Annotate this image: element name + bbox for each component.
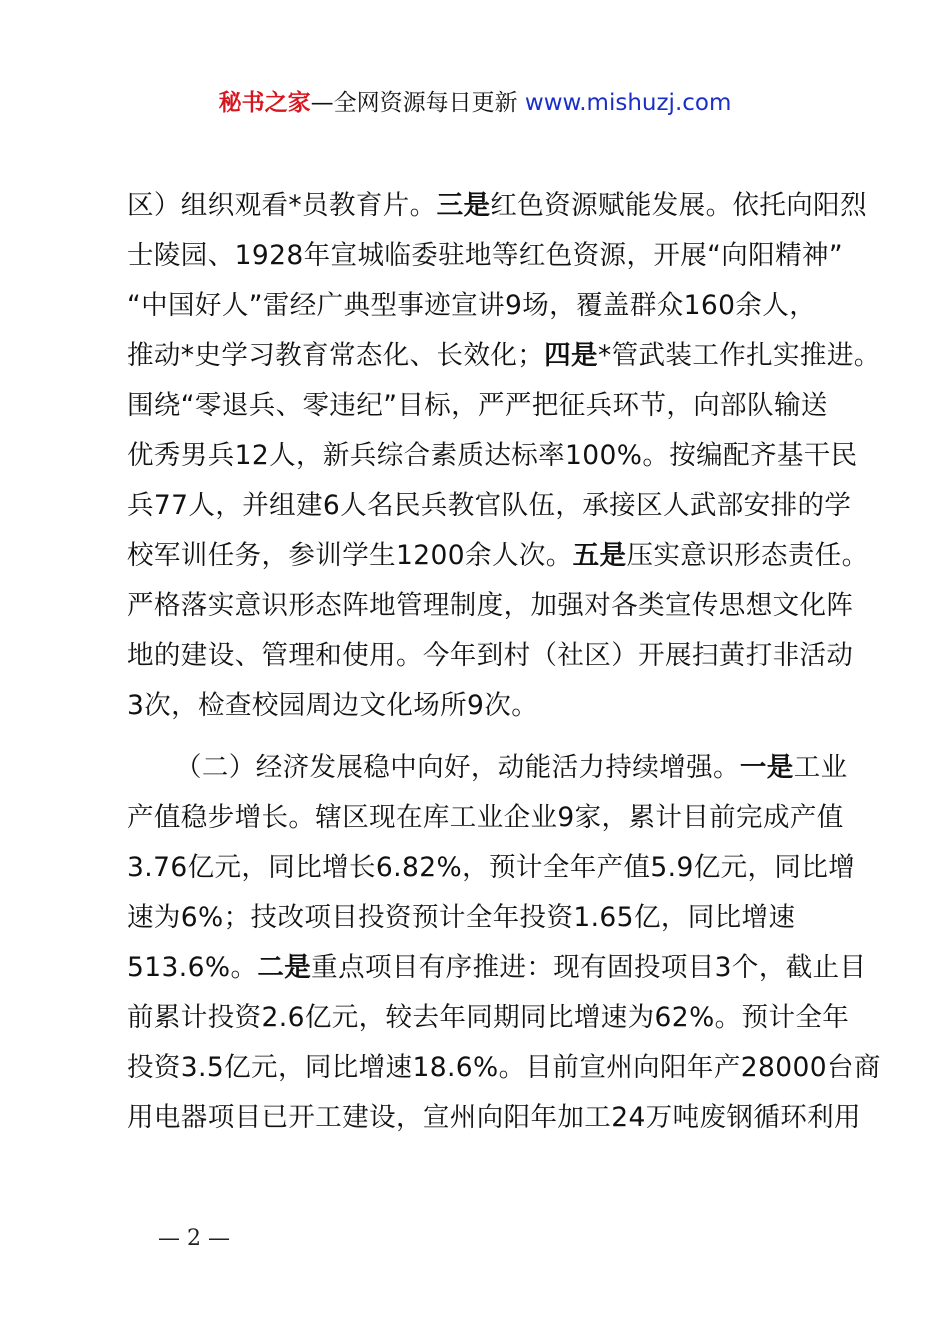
text-line: 士陵园、1928年宣城临委驻地等红色资源，开展“向阳精神” [127, 240, 843, 271]
text-line: 3次，检查校园周边文化场所9次。 [127, 690, 539, 721]
text-line [127, 186, 867, 226]
text-line [127, 948, 866, 988]
bold-run: 三是 [436, 190, 491, 221]
text-line: 地的建设、管理和使用。今年到村（社区）开展扫黄打非活动 [127, 640, 854, 671]
text-run: 红色资源赋能发展。依托向阳烈 [490, 190, 867, 221]
text-line: 用电器项目已开工建设，宣州向阳年加工24万吨废钢循环利用 [127, 1102, 861, 1133]
site-brand: 秘书之家 [218, 90, 311, 116]
text-run: 重点项目有序推进：现有固投项目3个，截止目 [311, 952, 867, 983]
text-run: *管武装工作扎实推进。 [597, 340, 881, 371]
bold-run: 一是 [739, 752, 794, 783]
page-number: — 2 — [158, 1226, 230, 1251]
bold-run: 五是 [572, 540, 627, 571]
text-line: 兵77人，并组建6人名民兵教官队伍，承接区人武部安排的学 [127, 490, 852, 521]
text-line: 严格落实意识形态阵地管理制度，加强对各类宣传思想文化阵 [127, 590, 854, 621]
paragraph-heading-line [175, 748, 848, 788]
text-run: 推动*史学习教育常态化、长效化； [127, 340, 545, 371]
text-run: 工业 [793, 752, 848, 783]
text-run: 区）组织观看*员教育片。 [127, 190, 437, 221]
site-slogan: —全网资源每日更新 [310, 90, 525, 116]
text-line: 3.76亿元，同比增长6.82%，预计全年产值5.9亿元，同比增 [127, 852, 856, 883]
site-url-link[interactable]: www.mishuzj.com [524, 90, 732, 116]
text-line: 优秀男兵12人，新兵综合素质达标率100%。按编配齐基干民 [127, 440, 858, 471]
text-line: 前累计投资2.6亿元，较去年同期同比增速为62%。预计全年 [127, 1002, 850, 1033]
site-watermark-header [0, 86, 950, 120]
text-line: 围绕“零退兵、零违纪”目标，严严把征兵环节，向部队输送 [127, 390, 828, 421]
text-line: 速为6%；技改项目投资预计全年投资1.65亿，同比增速 [127, 902, 796, 933]
text-line [127, 336, 881, 376]
text-run: 校军训任务，参训学生1200余人次。 [127, 540, 573, 571]
bold-run: 四是 [544, 340, 598, 371]
bold-run: 二是 [257, 952, 312, 983]
text-run: （二）经济发展稳中向好，动能活力持续增强。 [175, 752, 740, 783]
text-line: 产值稳步增长。辖区现在库工业企业9家，累计目前完成产值 [127, 802, 844, 833]
text-run: 513.6%。 [127, 952, 258, 983]
text-line: “中国好人”雷经广典型事迹宣讲9场，覆盖群众160余人， [127, 290, 817, 321]
text-run: 压实意识形态责任。 [626, 540, 869, 571]
text-line: 投资3.5亿元，同比增速18.6%。目前宣州向阳年产28000台商 [127, 1052, 881, 1083]
text-line [127, 536, 869, 576]
